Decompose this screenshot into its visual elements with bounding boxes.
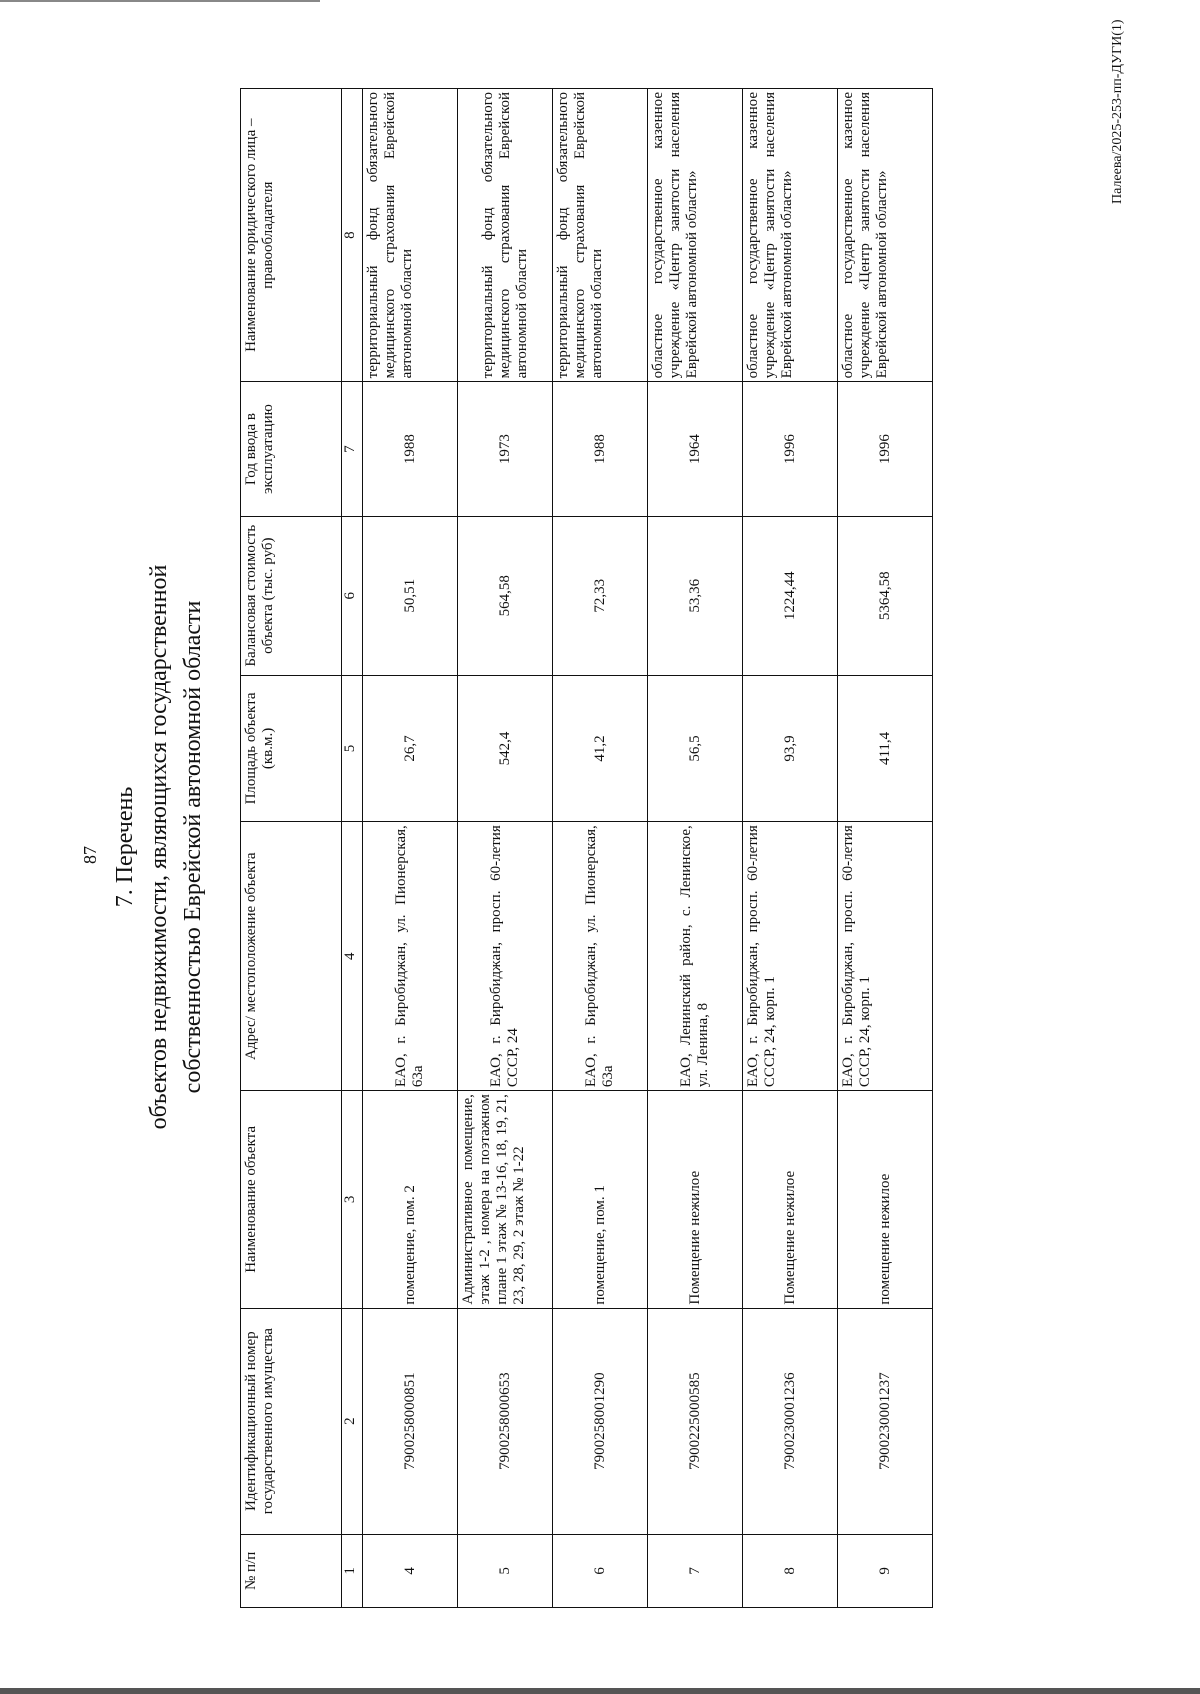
row-year: 1964 [648,382,743,516]
row-cost: 564,58 [458,516,553,675]
header-cost: Балансовая стоимость объекта (тыс. руб) [241,516,342,675]
row-holder: территориальный фонд обязательного медицинского страхования Еврейской автономной области [458,89,553,382]
row-area: 26,7 [363,675,458,822]
row-address: ЕАО, г. Биробиджан, просп. 60-летия СССР, 24 [458,822,553,1091]
row-id: 7900230001236 [743,1308,838,1534]
row-area: 93,9 [743,675,838,822]
row-holder: областное государственное казенное учреждение «Центр занятости населения Еврейской автономной области» [648,89,743,382]
row-address: ЕАО, г. Биробиджан, ул. Пионерская, 63а [363,822,458,1091]
column-number: 2 [342,1308,363,1534]
header-year: Год ввода в эксплуатацию [241,382,342,516]
header-name: Наименование объекта [241,1091,342,1309]
row-cost: 1224,44 [743,516,838,675]
row-id: 7900225000585 [648,1308,743,1534]
column-number: 8 [342,89,363,382]
header-id: Идентификационный номер государственного имущества [241,1308,342,1534]
column-number: 1 [342,1534,363,1607]
header-number: № п/п [241,1534,342,1607]
row-area: 56,5 [648,675,743,822]
row-cost: 53,36 [648,516,743,675]
row-holder: областное государственное казенное учреждение «Центр занятости населения Еврейской автономной области» [838,89,933,382]
table-row [838,89,933,1608]
table-row [648,89,743,1608]
scan-edge-bottom [0,1688,1200,1694]
row-holder: территориальный фонд обязательного медицинского страхования Еврейской автономной области [363,89,458,382]
table-row [553,89,648,1608]
row-year: 1973 [458,382,553,516]
row-number: 9 [838,1534,933,1607]
row-number: 7 [648,1534,743,1607]
row-name: помещение, пом. 1 [553,1091,648,1309]
header-holder: Наименование юридического лица – правообладателя [241,89,342,382]
row-id: 7900258000851 [363,1308,458,1534]
row-address: ЕАО, г. Биробиджан, просп. 60-летия СССР, 24, корп. 1 [838,822,933,1091]
row-number: 5 [458,1534,553,1607]
column-number: 6 [342,516,363,675]
row-id: 7900258000653 [458,1308,553,1534]
row-holder: территориальный фонд обязательного медицинского страхования Еврейской автономной области [553,89,648,382]
row-area: 542,4 [458,675,553,822]
row-name: Административное помещение, этаж 1-2 , номера на поэтажном плане 1 этаж № 13-16, 18, 19, 21, 23, 28, 29, 2 этаж № 1-22 [458,1091,553,1309]
table-row [743,89,838,1608]
column-number: 3 [342,1091,363,1309]
table-row [363,89,458,1608]
row-name: помещение нежилое [838,1091,933,1309]
title-line-2: объектов недвижимости, являющихся государственной [146,564,172,1130]
row-number: 8 [743,1534,838,1607]
header-area: Площадь объекта (кв.м.) [241,675,342,822]
page-number: 87 [80,846,100,864]
row-area: 41,2 [553,675,648,822]
row-id: 7900230001237 [838,1308,933,1534]
row-cost: 5364,58 [838,516,933,675]
row-address: ЕАО, г. Биробиджан, ул. Пионерская, 63а [553,822,648,1091]
column-number-row [342,89,363,1608]
document-footer-code: Палеева/2025-253-пп-ДУГИ(1) [1110,19,1125,204]
row-number: 6 [553,1534,648,1607]
row-year: 1996 [838,382,933,516]
row-area: 411,4 [838,675,933,822]
row-name: Помещение нежилое [648,1091,743,1309]
document-title [108,0,210,1694]
row-cost: 72,33 [553,516,648,675]
row-address: ЕАО, Ленинский район, с. Ленинское, ул. Ленина, 8 [648,822,743,1091]
table-row [458,89,553,1608]
property-register-table [240,88,933,1608]
row-name: помещение, пом. 2 [363,1091,458,1309]
row-year: 1988 [553,382,648,516]
row-address: ЕАО, г. Биробиджан, просп. 60-летия СССР, 24, корп. 1 [743,822,838,1091]
row-number: 4 [363,1534,458,1607]
row-name: Помещение нежилое [743,1091,838,1309]
row-holder: областное государственное казенное учреждение «Центр занятости населения Еврейской автономной области» [743,89,838,382]
title-line-1: 7. Перечень [112,786,138,908]
row-id: 7900258001290 [553,1308,648,1534]
column-number: 4 [342,822,363,1091]
column-number: 5 [342,675,363,822]
row-year: 1996 [743,382,838,516]
header-address: Адрес/ местоположение объекта [241,822,342,1091]
row-year: 1988 [363,382,458,516]
title-line-3: собственностью Еврейской автономной области [180,600,206,1094]
table-header-row [241,89,342,1608]
row-cost: 50,51 [363,516,458,675]
column-number: 7 [342,382,363,516]
